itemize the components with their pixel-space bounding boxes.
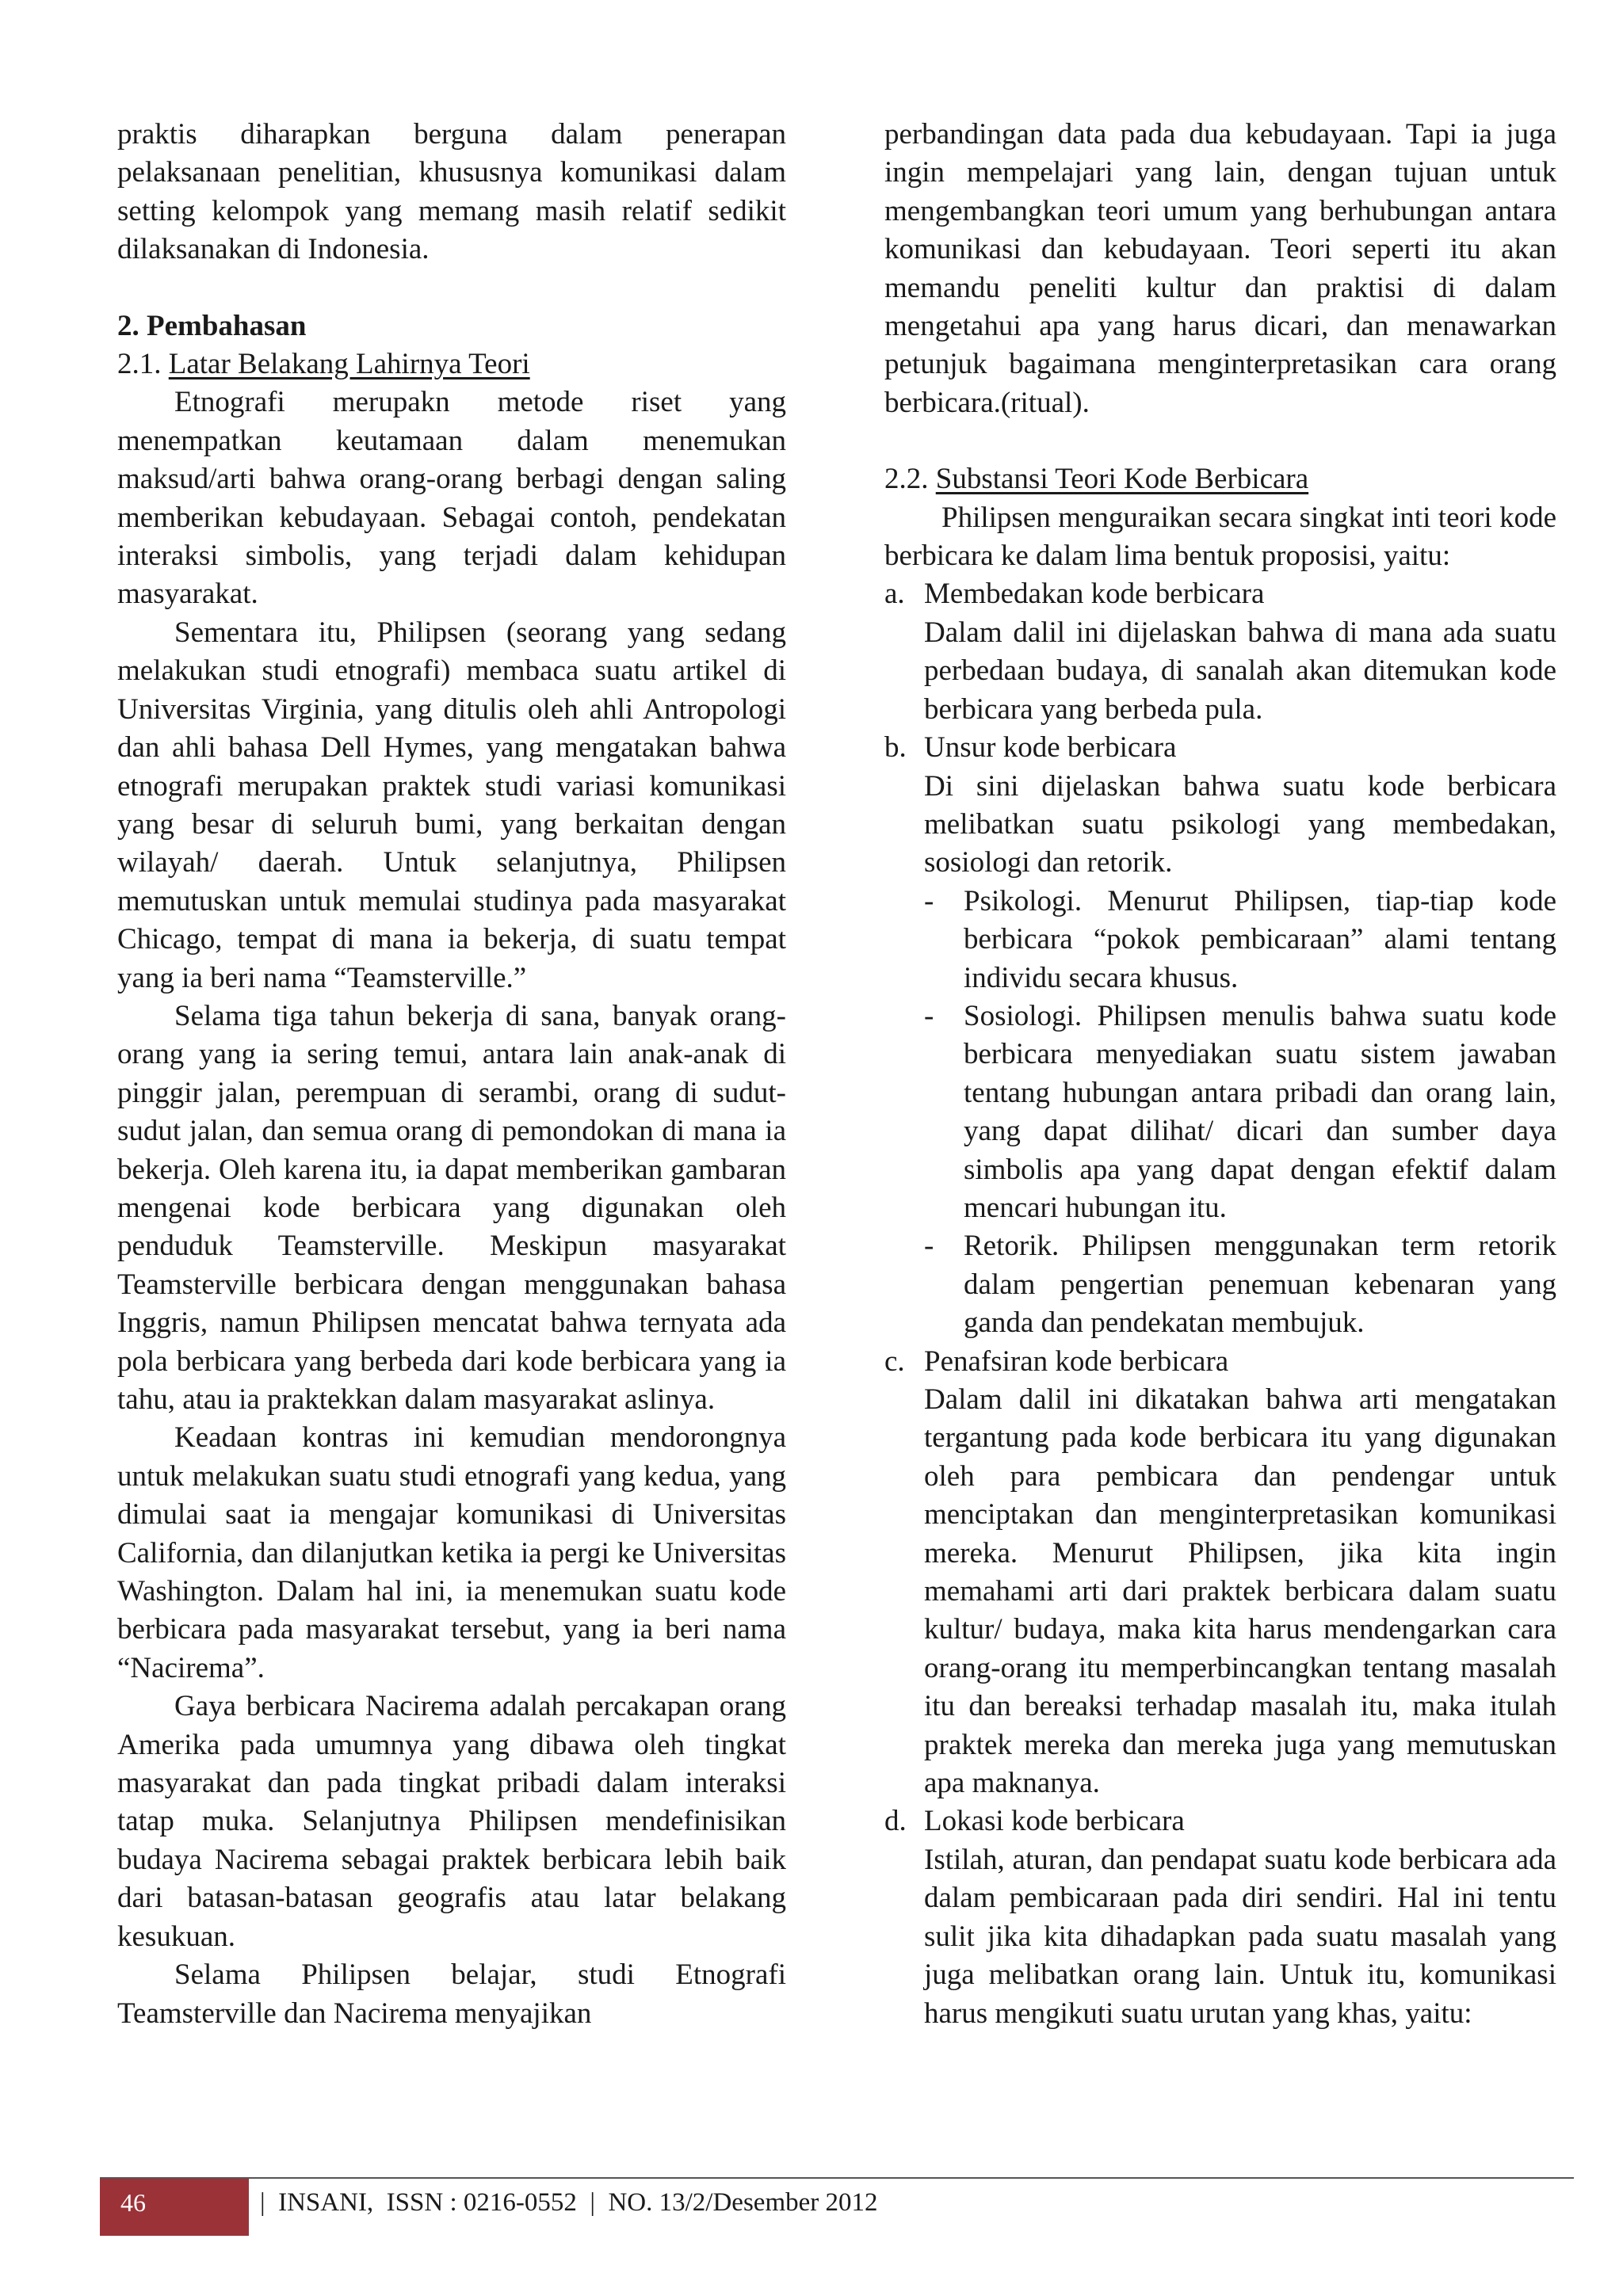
paragraph: Philipsen menguraikan secara singkat inti teori kode berbicara ke dalam lima bentuk proposisi, yaitu: <box>884 501 1556 573</box>
paragraph: Gaya berbicara Nacirema adalah percakapan orang Amerika pada umumnya yang dibawa oleh tingkat masyarakat dan pada tingkat pribadi dalam interaksi tatap muka. Selanjutnya Philipsen mendefinisikan budaya Nacirema sebagai praktek berbicara lebih baik dari batasan-batasan geografis atau latar belakang kesukuan. <box>117 1690 786 1953</box>
dash-marker: - <box>924 884 934 917</box>
subsection-title: Latar Belakang Lahirnya Teori <box>168 348 530 381</box>
paragraph: Selama tiga tahun bekerja di sana, banyak orang-orang yang ia sering temui, antara lain anak-anak di pinggir jalan, perempuan di serambi, orang di sudut-sudut jalan, dan semua orang di pemondokan di mana ia bekerja. Oleh karena itu, ia dapat memberikan gambaran mengenai kode berbicara yang digunakan oleh penduduk Teamsterville. Meskipun masyarakat Teamsterville berbicara dengan menggunakan bahasa Inggris, namun Philipsen mencatat bahwa ternyata ada pola berbicara yang berbeda dari kode berbicara yang ia tahu, atau ia praktekkan dalam masyarakat aslinya. <box>117 999 786 1416</box>
subsection-heading <box>117 345 786 383</box>
list-marker: c. <box>884 1344 905 1378</box>
paragraph: praktis diharapkan berguna dalam penerapan pelaksanaan penelitian, khususnya komunikasi dalam setting kelompok yang memang masih relatif sedikit dilaksanakan di Indonesia. <box>117 118 786 266</box>
sub-list-item <box>884 883 1556 997</box>
right-column <box>884 116 1556 2033</box>
dash-marker: - <box>924 999 934 1032</box>
list-item <box>884 575 1556 613</box>
subsection-title: Substansi Teori Kode Berbicara <box>935 463 1309 496</box>
paragraph: perbandingan data pada dua kebudayaan. Tapi ia juga ingin mempelajari yang lain, dengan tujuan untuk mengembangkan teori umum yang berhubungan antara komunikasi dan kebudayaan. Teori seperti itu akan memandu peneliti kultur dan praktisi di dalam mengetahui apa yang harus dicari, dan menawarkan petunjuk bagaimana menginterpretasikan cara orang berbicara.(ritual). <box>884 118 1556 419</box>
list-item-body: Dalam dalil ini dijelaskan bahwa di mana ada suatu perbedaan budaya, di sanalah akan ditemukan kode berbicara yang berbeda pula. <box>924 616 1556 726</box>
paragraph: Sementara itu, Philipsen (seorang yang sedang melakukan studi etnografi) membaca suatu artikel di Universitas Virginia, yang ditulis oleh ahli Antropologi dan ahli bahasa Dell Hymes, yang mengatakan bahwa etnografi merupakan praktek studi variasi komunikasi yang besar di seluruh bumi, yang berkaitan dengan wilayah/ daerah. Untuk selanjutnya, Philipsen memutuskan untuk memulai studinya pada masyarakat Chicago, tempat di mana ia bekerja, di suatu tempat yang ia beri nama “Teamsterville.” <box>117 616 786 994</box>
list-item <box>884 1343 1556 1381</box>
left-column <box>117 116 786 2033</box>
paragraph: Keadaan kontras ini kemudian mendorongnya untuk melakukan suatu studi etnografi yang kedua, yang dimulai saat ia mengajar komunikasi di Universitas California, dan dilanjutkan ketika ia pergi ke Universitas Washington. Dalam hal ini, ia menemukan suatu kode berbicara pada masyarakat tersebut, yang ia beri nama “Nacirema”. <box>117 1421 786 1684</box>
list-marker: d. <box>884 1805 907 1838</box>
subsection-number: 2.1. <box>117 348 162 381</box>
list-item-title: Unsur kode berbicara <box>924 731 1177 765</box>
list-item-body: Di sini dijelaskan bahwa suatu kode berbicara melibatkan suatu psikologi yang membedakan, sosiologi dan retorik. <box>924 769 1556 879</box>
sub-list-item <box>884 997 1556 1227</box>
list-marker: a. <box>884 578 905 611</box>
journal-info: | INSANI, ISSN : 0216-0552 | NO. 13/2/Desember 2012 <box>260 2188 878 2217</box>
page-number: 46 <box>120 2188 146 2217</box>
list-item-body: Dalam dalil ini dikatakan bahwa arti mengatakan tergantung pada kode berbicara itu yang digunakan oleh para pembicara dan pendengar untuk menciptakan dan menginterpretasikan komunikasi mereka. Menurut Philipsen, jika kita ingin memahami arti dari praktek berbicara dalam suatu kultur/ budaya, maka kita harus mendengarkan cara orang-orang itu memperbincangkan tentang masalah itu dan bereaksi terhadap masalah itu, maka itulah praktek mereka dan mereka juga yang memutuskan apa maknanya. <box>924 1383 1556 1800</box>
list-item-title: Penafsiran kode berbicara <box>924 1344 1229 1378</box>
sub-list-text: Psikologi. Menurut Philipsen, tiap-tiap kode berbicara “pokok pembicaraan” alami tentang individu secara khusus. <box>964 884 1556 994</box>
footer-rule <box>100 2177 1574 2179</box>
list-item-title: Membedakan kode berbicara <box>924 578 1265 611</box>
spacer <box>117 269 786 307</box>
sub-list-text: Retorik. Philipsen menggunakan term retorik dalam pengertian penemuan kebenaran yang ganda dan pendekatan membujuk. <box>964 1230 1556 1340</box>
subsection-number: 2.2. <box>884 463 929 496</box>
spacer <box>884 422 1556 460</box>
subsection-heading <box>884 460 1556 498</box>
paragraph: Etnografi merupakn metode riset yang menempatkan keutamaan dalam menemukan maksud/arti bahwa orang-orang berbagi dengan saling memberikan kebudayaan. Sebagai contoh, pendekatan interaksi simbolis, yang terjadi dalam kehidupan masyarakat. <box>117 386 786 611</box>
list-item-body: Istilah, aturan, dan pendapat suatu kode berbicara ada dalam pembicaraan pada diri sendiri. Hal ini tentu sulit jika kita dihadapkan pada suatu masalah yang juga melibatkan orang lain. Untuk itu, komunikasi harus mengikuti suatu urutan yang khas, yaitu: <box>924 1843 1556 2030</box>
section-heading: 2. Pembahasan <box>117 309 307 342</box>
list-item <box>884 1802 1556 1840</box>
sub-list-item <box>884 1227 1556 1342</box>
sub-list-text: Sosiologi. Philipsen menulis bahwa suatu kode berbicara menyediakan suatu sistem jawaban tentang hubungan antara pribadi dan orang lain, yang dapat dilihat/ dicari dan sumber daya simbolis apa yang dapat dengan efektif dalam mencari hubungan itu. <box>964 999 1556 1224</box>
dash-marker: - <box>924 1230 934 1263</box>
list-marker: b. <box>884 731 907 765</box>
list-item-title: Lokasi kode berbicara <box>924 1805 1185 1838</box>
paragraph: Selama Philipsen belajar, studi Etnografi Teamsterville dan Nacirema menyajikan <box>117 1958 786 2030</box>
list-item <box>884 729 1556 767</box>
page-number-box <box>100 2179 249 2236</box>
